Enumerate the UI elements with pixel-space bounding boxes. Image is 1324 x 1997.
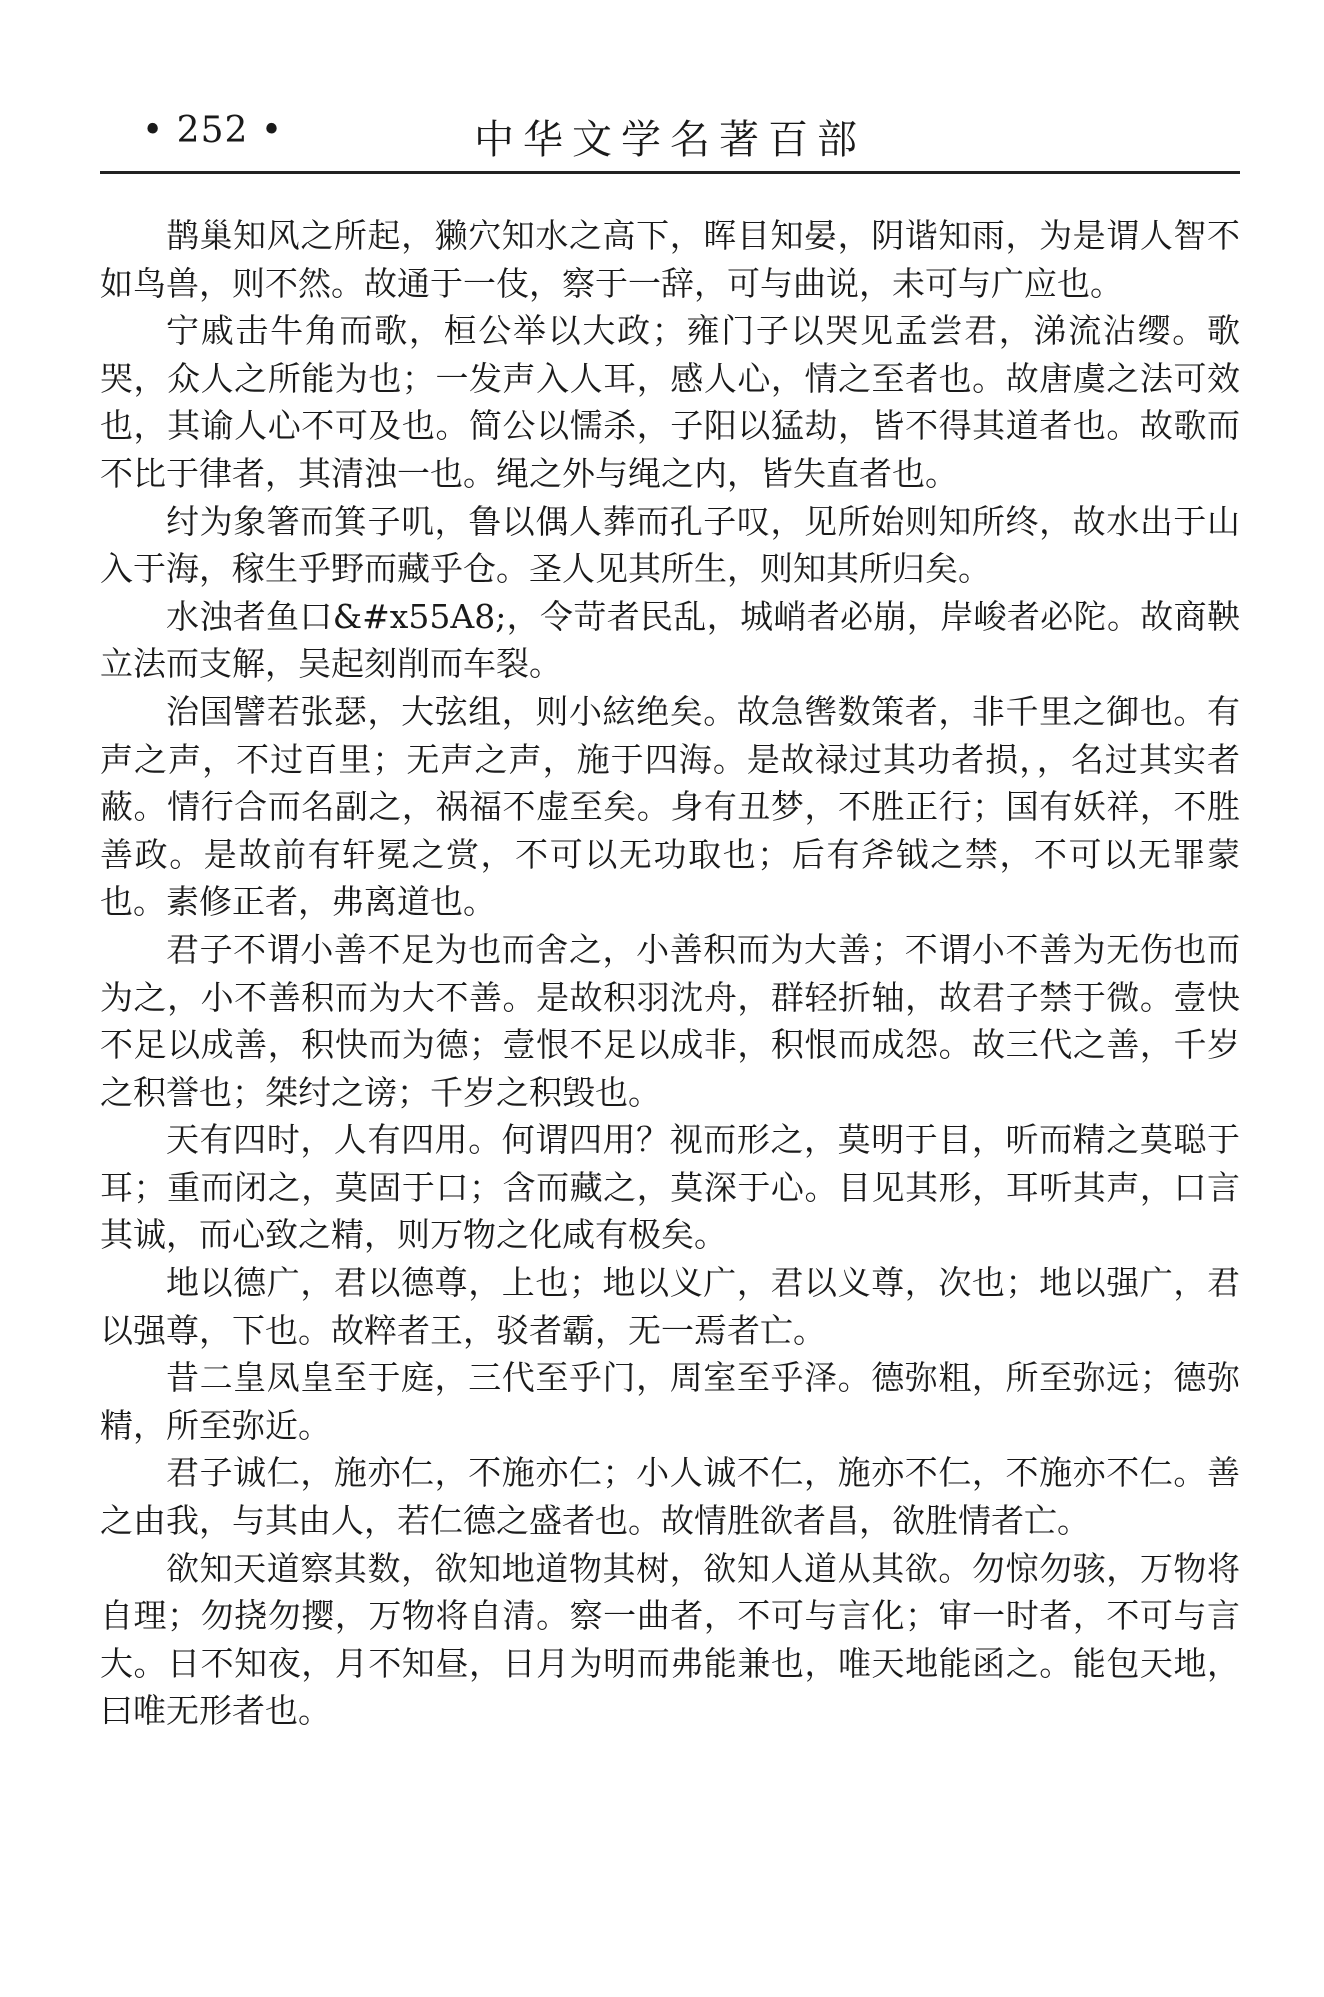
paragraph: 君子诚仁，施亦仁，不施亦仁；小人诚不仁，施亦不仁，不施亦不仁。善之由我，与其由人，若仁德之盛者也。故情胜欲者昌，欲胜情者亡。 [100, 1453, 1240, 1541]
paragraph: 宁戚击牛角而歌，桓公举以大政；雍门子以哭见孟尝君，涕流沾缨。歌哭，众人之所能为也；一发声入人耳，感人心，情之至者也。故唐虞之法可效也，其谕人心不可及也。简公以懦杀，子阳以猛劫，皆不得其道者也。故歌而不比于律者，其清浊一也。绳之外与绳之内，皆失直者也。 [100, 311, 1240, 493]
page-number: • 252 • [142, 110, 284, 151]
paragraph: 鹊巢知风之所起，獭穴知水之高下，晖目知晏，阴谐知雨，为是谓人智不如鸟兽，则不然。故通于一伎，察于一辞，可与曲说，未可与广应也。 [100, 216, 1240, 303]
paragraph: 欲知天道察其数，欲知地道物其树，欲知人道从其欲。勿惊勿骇，万物将自理；勿挠勿撄，万物将自清。察一曲者，不可与言化；审一时者，不可与言大。日不知夜，月不知昼，日月为明而弗能兼也，唯天地能函之。能包天地，曰唯无形者也。 [100, 1548, 1240, 1731]
paragraph: 地以德广，君以德尊，上也；地以义广，君以义尊，次也；地以强广，君以强尊，下也。故粹者王，驳者霸，无一焉者亡。 [100, 1263, 1240, 1350]
paragraph: 水浊者鱼口&#x55A8;，令苛者民乱，城峭者必崩，岸峻者必陀。故商鞅立法而支解，吴起刻削而车裂。 [100, 596, 1240, 684]
paragraph: 昔二皇凤皇至于庭，三代至乎门，周室至乎泽。德弥粗，所至弥远；德弥精，所至弥近。 [100, 1358, 1240, 1445]
paragraph: 君子不谓小善不足为也而舍之，小善积而为大善；不谓小不善为无伤也而为之，小不善积而为大不善。是故积羽沈舟，群轻折轴，故君子禁于微。壹快不足以成善，积快而为德；壹恨不足以成非，积恨而成怨。故三代之善，千岁之积誉也；桀纣之谤；千岁之积毁也。 [100, 929, 1240, 1112]
header-rule [100, 171, 1240, 174]
paragraph: 纣为象箸而箕子叽，鲁以偶人葬而孔子叹，见所始则知所终，故水出于山入于海，稼生乎野而藏乎仓。圣人见其所生，则知其所归矣。 [100, 501, 1240, 589]
text-body [100, 212, 1240, 1735]
running-header [100, 108, 1240, 170]
paragraph: 天有四时，人有四用。何谓四用？视而形之，莫明于目，听而精之莫聪于耳；重而闭之，莫固于口；含而藏之，莫深于心。目见其形，耳听其声，口言其诚，而心致之精，则万物之化咸有极矣。 [100, 1120, 1240, 1255]
paragraph: 治国譬若张瑟，大弦组，则小絃绝矣。故急辔数策者，非千里之御也。有声之声，不过百里；无声之声，施于四海。是故禄过其功者损，，名过其实者蔽。情行合而名副之，祸福不虚至矣。身有丑梦，不胜正行；国有妖祥，不胜善政。是故前有轩冕之赏，不可以无功取也；后有斧钺之禁，不可以无罪蒙也。素修正者，弗离道也。 [100, 691, 1240, 922]
book-title: 中华文学名著百部 [474, 117, 866, 163]
